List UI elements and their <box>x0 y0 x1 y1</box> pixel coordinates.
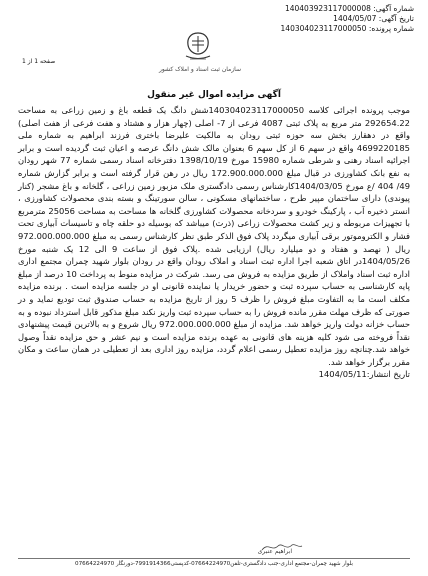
footer-divider <box>18 558 410 559</box>
organization-subtitle: سازمان ثبت اسناد و املاک کشور <box>158 66 242 73</box>
notice-body <box>18 104 410 381</box>
organization-emblem-icon <box>178 30 218 64</box>
publish-date: تاریخ انتشار:1404/05/11 <box>318 369 410 380</box>
footer-contact: بلوار شهید چمران-مجتمع اداری-جنب دادگستری-تلفن07664224970-کدپستی7991914366-دورنگار 07664224970 <box>75 561 353 567</box>
notice-title: آگهی مزایده اموال غیر منقول <box>147 90 281 100</box>
signer-name: ابراهیم عنبری <box>257 548 292 555</box>
ad-number: شماره آگهی: 140403923117000008 <box>284 4 414 13</box>
ad-date: تاریخ آگهی: 1404/05/07 <box>333 14 414 23</box>
file-number: شماره پرونده: 140304023117000050 <box>280 24 414 33</box>
notice-body-text: موجب پرونده اجرائی کلاسه 140304023117000050شش دانگ یک قطعه باغ و زمین زراعی به مساحت 292654.22 متر مربع به پلاک ثبتی 4087 فرعی از 7- اصلی (چهار هزار و هشتاد و هفت فرعی از هفت اصلی) واقع در دهقارز بخش سه حوزه ثبتی رودان به مالکیت علیرضا باختری فرزند ابراهیم به شماره ملی 4699220185 واقع در سهم 6 از کل سهم 6 بعنوان مالک شش دانگ عرصه و اعیان ثبت گردیده است و برابر اجرائیه اسناد رهنی و شرطی شماره 15980 مورخ 1398/10/19 دفترخانه اسناد رسمی شماره 77 شهر رودان به نفع بانک کشاورزی در قبال مبلغ 172.900.000.000 ریال در رهن قرار گرفته است و برابر گزارش شماره 49/ 404 /ع مورخ 1404/03/05کارشناس رسمی دادگستری ملک مزبور زمین زراعی ، گلخانه و باغ مشجر (کنار پیوندی) دارای ساختمان مپیر طرح ، ساختمانهای مسکونی ، سالن سورتینگ و بسته بندی محصولات کشاورزی ، انستر ذخیره آب ، پارکینگ خودرو و سردخانه محصولات کشاورزی گلخانه ها مساحت به مساحت 25056 مترمربع با تجهیزات مربوطه و زیر کشت محصولات زراعی (ذرت) میباشد که بوسیله دو حلقه چاه و تاسیسات آبیاری تحت فشار و الکتروموتور برقی آبیاری میگردد پلاک فوق الذکر طبق نظر کارشناس رسمی به مبلغ 972.000.000.000 ریال ( نهصد و هفتاد و دو میلیارد ریال) ارزیابی شده .پلاک فوق از ساعت 9 الی 12 یک شنبه مورخ 1404/05/26در اتاق شعبه اجرا اداره ثبت اسناد و املاک رودان واقع در رودان بلوار شهید چمران مجتمع اداری اداره ثبت اسناد واملاک از طریق مزایده به فروش می رسد. شرکت در مزایده منوط به پرداخت 10 درصد از مبلغ پایه کارشناسی به حساب سپرده ثبت و حضور خریدار یا نماینده قانونی او در جلسه مزایده است . برنده مزایده مکلف است ما به التفاوت مبلغ فروش را ظرف 5 روز از تاریخ مزایده به حساب صندوق ثبت تودیع نماید و در صورتی که ظرف مهلت مقرر مانده فروش را به حساب سپرده ثبت واریز نکند مبلغ مذکور قابل استرداد نبوده و به حساب خزانه دولت واریز خواهد شد. مزایده از مبلغ 972.000.000.000 ریال شروع و به بالاترین قیمت پیشنهادی نقداً فروخته می شود کلیه هزینه های قانونی به عهده برنده مزایده است و نیم عشر و حق مزایده نقداً وصول خواهد شد.چنانچه روز مزایده تعطیل رسمی اعلام گردد، مزایده روز اداری بعد از تعطیلی در همان ساعت و مکان مقرر برگزار خواهد شد. <box>18 105 411 367</box>
header-meta <box>234 4 414 34</box>
page-number: صفحه 1 از 1 <box>22 58 56 65</box>
